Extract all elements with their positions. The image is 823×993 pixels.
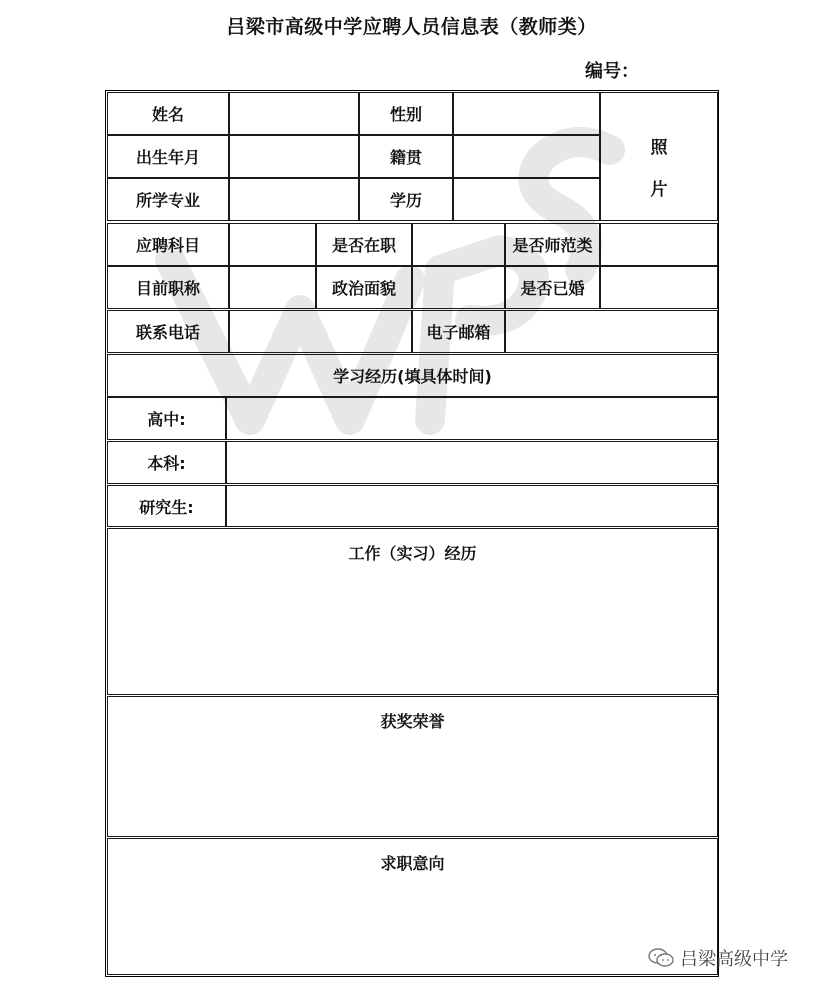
- married-label: 是否已婚: [505, 266, 600, 309]
- phone-field[interactable]: [229, 310, 412, 353]
- employed-label: 是否在职: [316, 223, 412, 266]
- gender-field[interactable]: [453, 92, 600, 135]
- birth-label: 出生年月: [107, 135, 229, 178]
- account-name: 吕梁高级中学: [680, 949, 788, 970]
- title-rank-field[interactable]: [229, 266, 316, 309]
- employed-field[interactable]: [412, 223, 505, 266]
- normal-major-field[interactable]: [600, 223, 718, 266]
- email-field[interactable]: [505, 310, 718, 353]
- high-school-label: 高中:: [107, 397, 226, 440]
- email-label: 电子邮箱: [412, 310, 505, 353]
- title-rank-label: 目前职称: [107, 266, 229, 309]
- photo-label-1: 照: [650, 138, 668, 158]
- native-place-label: 籍贯: [359, 135, 453, 178]
- awards-header: 获奖荣誉: [380, 712, 445, 731]
- job-intention-header: 求职意向: [380, 854, 445, 873]
- major-field[interactable]: [229, 178, 359, 221]
- job-intention-section[interactable]: [107, 838, 718, 975]
- married-field[interactable]: [600, 266, 718, 309]
- high-school-field[interactable]: [226, 397, 718, 440]
- awards-section[interactable]: [107, 696, 718, 837]
- gender-label: 性别: [359, 92, 453, 135]
- birth-field[interactable]: [229, 135, 359, 178]
- politics-field[interactable]: [412, 266, 505, 309]
- normal-major-label: 是否师范类: [505, 223, 600, 266]
- page-title: 吕梁市高级中学应聘人员信息表（教师类）: [226, 16, 597, 38]
- wechat-icon: [648, 947, 674, 969]
- name-field[interactable]: [229, 92, 359, 135]
- account-watermark: [648, 945, 788, 971]
- major-label: 所学专业: [107, 178, 229, 221]
- name-label: 姓名: [107, 92, 229, 135]
- study-history-header: 学习经历(填具体时间): [107, 354, 718, 397]
- subject-field[interactable]: [229, 223, 316, 266]
- native-place-field[interactable]: [453, 135, 600, 178]
- photo-box[interactable]: [600, 92, 718, 221]
- graduate-label: 研究生:: [107, 485, 226, 527]
- phone-label: 联系电话: [107, 310, 229, 353]
- undergrad-field[interactable]: [226, 441, 718, 484]
- graduate-field[interactable]: [226, 485, 718, 527]
- serial-number-label: 编号：: [585, 61, 639, 82]
- photo-label-2: 片: [650, 180, 668, 200]
- degree-label: 学历: [359, 178, 453, 221]
- undergrad-label: 本科:: [107, 441, 226, 484]
- politics-label: 政治面貌: [316, 266, 412, 309]
- degree-field[interactable]: [453, 178, 600, 221]
- subject-label: 应聘科目: [107, 223, 229, 266]
- work-history-section[interactable]: [107, 528, 718, 695]
- work-history-header: 工作（实习）经历: [348, 544, 477, 563]
